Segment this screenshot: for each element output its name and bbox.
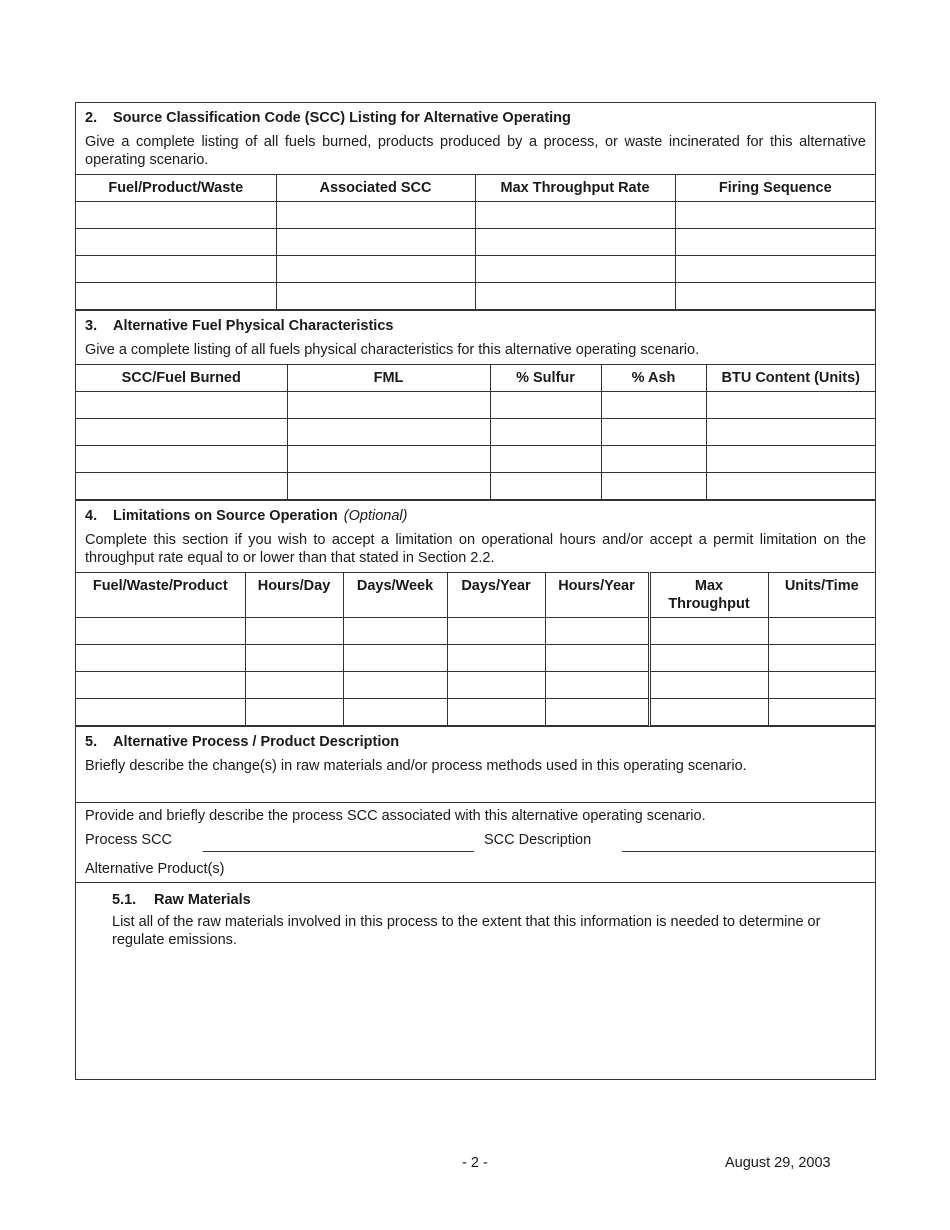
table-cell[interactable] bbox=[675, 283, 875, 310]
optional-note: (Optional) bbox=[343, 508, 408, 524]
table-cell[interactable] bbox=[545, 645, 649, 672]
col-firing-sequence: Firing Sequence bbox=[675, 175, 875, 202]
table-cell[interactable] bbox=[601, 392, 706, 419]
table-cell[interactable] bbox=[447, 672, 545, 699]
raw-materials-number: 5.1. bbox=[112, 892, 137, 908]
col-hours-day: Hours/Day bbox=[245, 573, 343, 618]
table-cell[interactable] bbox=[768, 618, 875, 645]
table-cell[interactable] bbox=[649, 618, 768, 645]
table-row bbox=[76, 699, 875, 726]
table-cell[interactable] bbox=[76, 699, 245, 726]
process-scc-label: Process SCC bbox=[85, 832, 173, 848]
table-cell[interactable] bbox=[76, 392, 287, 419]
col-sulfur: % Sulfur bbox=[490, 365, 601, 392]
section-5-number: 5. bbox=[85, 734, 98, 750]
table-cell[interactable] bbox=[675, 256, 875, 283]
col-max-throughput: Max Throughput bbox=[649, 573, 768, 618]
table-cell[interactable] bbox=[706, 392, 875, 419]
raw-materials-title bbox=[112, 887, 866, 913]
table-cell[interactable] bbox=[276, 229, 475, 256]
table-cell[interactable] bbox=[490, 446, 601, 473]
table-cell[interactable] bbox=[76, 202, 276, 229]
table-cell[interactable] bbox=[76, 256, 276, 283]
col-fuel-product-waste: Fuel/Product/Waste bbox=[76, 175, 276, 202]
col-max-throughput-rate: Max Throughput Rate bbox=[475, 175, 675, 202]
col-units-time: Units/Time bbox=[768, 573, 875, 618]
table-cell[interactable] bbox=[601, 473, 706, 500]
table-cell[interactable] bbox=[76, 283, 276, 310]
table-cell[interactable] bbox=[276, 202, 475, 229]
table-row bbox=[76, 672, 875, 699]
raw-materials-title-text: Raw Materials bbox=[154, 892, 251, 908]
col-fml: FML bbox=[287, 365, 490, 392]
section-4-title-text: Limitations on Source Operation bbox=[113, 508, 338, 524]
table-cell[interactable] bbox=[245, 672, 343, 699]
table-cell[interactable] bbox=[475, 256, 675, 283]
table-cell[interactable] bbox=[649, 645, 768, 672]
raw-materials-section bbox=[76, 882, 875, 1079]
section-2-number: 2. bbox=[85, 110, 98, 126]
section-5-title bbox=[76, 726, 875, 755]
table-cell[interactable] bbox=[490, 419, 601, 446]
table-cell[interactable] bbox=[245, 618, 343, 645]
section-4-number: 4. bbox=[85, 508, 98, 524]
table-cell[interactable] bbox=[601, 419, 706, 446]
table-cell[interactable] bbox=[706, 419, 875, 446]
table-cell[interactable] bbox=[490, 392, 601, 419]
table-cell[interactable] bbox=[343, 645, 447, 672]
table-row bbox=[76, 392, 875, 419]
table-cell[interactable] bbox=[76, 446, 287, 473]
table-cell[interactable] bbox=[490, 473, 601, 500]
alt-products-label[interactable]: Alternative Product(s) bbox=[85, 861, 225, 877]
scc-prompt: Provide and briefly describe the process SCC associated with this alternative operating scenario. bbox=[85, 808, 706, 824]
section-3-title-text: Alternative Fuel Physical Characteristics bbox=[113, 318, 394, 334]
table-cell[interactable] bbox=[768, 645, 875, 672]
table-cell[interactable] bbox=[601, 446, 706, 473]
col-hours-year: Hours/Year bbox=[545, 573, 649, 618]
section-2-description: Give a complete listing of all fuels burned, products produced by a process, or waste incinerated for this alternative operating scenario. bbox=[85, 134, 866, 168]
table-row bbox=[76, 473, 875, 500]
table-cell[interactable] bbox=[675, 202, 875, 229]
col-ash: % Ash bbox=[601, 365, 706, 392]
table-cell[interactable] bbox=[475, 229, 675, 256]
section-4-title bbox=[76, 500, 875, 529]
table-header-row bbox=[76, 365, 875, 392]
table-cell[interactable] bbox=[76, 618, 245, 645]
page-number: - 2 - bbox=[462, 1155, 488, 1171]
table-header-row bbox=[76, 175, 875, 202]
scc-description-input[interactable] bbox=[622, 851, 875, 852]
table-cell[interactable] bbox=[276, 256, 475, 283]
process-scc-input[interactable] bbox=[203, 851, 474, 852]
table-cell[interactable] bbox=[76, 672, 245, 699]
table-cell[interactable] bbox=[287, 473, 490, 500]
table-cell[interactable] bbox=[649, 672, 768, 699]
table-row bbox=[76, 256, 875, 283]
table-cell[interactable] bbox=[675, 229, 875, 256]
table-row bbox=[76, 618, 875, 645]
col-fuel-waste-product: Fuel/Waste/Product bbox=[76, 573, 245, 618]
process-scc-block bbox=[76, 802, 875, 855]
section-5-description[interactable]: Briefly describe the change(s) in raw materials and/or process methods used in this operating scenario. bbox=[85, 758, 747, 774]
alternative-operating-form bbox=[75, 102, 876, 1080]
table-cell[interactable] bbox=[245, 645, 343, 672]
section-3-title bbox=[76, 310, 875, 339]
table-cell[interactable] bbox=[475, 202, 675, 229]
table-row bbox=[76, 645, 875, 672]
section-2-title bbox=[76, 103, 875, 131]
col-days-week: Days/Week bbox=[343, 573, 447, 618]
table-cell[interactable] bbox=[287, 446, 490, 473]
section-3-number: 3. bbox=[85, 318, 98, 334]
process-scc-row bbox=[76, 827, 875, 855]
table-row bbox=[76, 283, 875, 310]
table-cell[interactable] bbox=[76, 473, 287, 500]
table-cell[interactable] bbox=[343, 699, 447, 726]
table-cell[interactable] bbox=[76, 229, 276, 256]
table-cell[interactable] bbox=[447, 699, 545, 726]
section-3-description: Give a complete listing of all fuels physical characteristics for this alternative operating scenario. bbox=[85, 342, 700, 358]
section-2-title-text: Source Classification Code (SCC) Listing for Alternative Operating bbox=[113, 110, 571, 126]
fuel-characteristics-table bbox=[76, 364, 875, 500]
col-associated-scc: Associated SCC bbox=[276, 175, 475, 202]
table-row bbox=[76, 446, 875, 473]
table-cell[interactable] bbox=[245, 699, 343, 726]
scc-description-label: SCC Description bbox=[484, 832, 592, 848]
table-row bbox=[76, 419, 875, 446]
section-4-description: Complete this section if you wish to accept a limitation on operational hours and/or accept a permit limitation on the throughput rate equal to or lower than that stated in Section 2.2. bbox=[85, 532, 866, 566]
table-cell[interactable] bbox=[545, 618, 649, 645]
table-cell[interactable] bbox=[447, 618, 545, 645]
table-cell[interactable] bbox=[76, 419, 287, 446]
col-btu-content: BTU Content (Units) bbox=[706, 365, 875, 392]
col-days-year: Days/Year bbox=[447, 573, 545, 618]
table-cell[interactable] bbox=[76, 645, 245, 672]
scc-listing-table bbox=[76, 174, 875, 310]
table-cell[interactable] bbox=[343, 618, 447, 645]
table-cell[interactable] bbox=[276, 283, 475, 310]
table-cell[interactable] bbox=[545, 672, 649, 699]
table-cell[interactable] bbox=[287, 419, 490, 446]
table-cell[interactable] bbox=[706, 446, 875, 473]
table-cell[interactable] bbox=[706, 473, 875, 500]
table-header-row bbox=[76, 573, 875, 618]
table-cell[interactable] bbox=[447, 645, 545, 672]
table-cell[interactable] bbox=[545, 699, 649, 726]
table-cell[interactable] bbox=[768, 699, 875, 726]
col-scc-fuel-burned: SCC/Fuel Burned bbox=[76, 365, 287, 392]
table-row bbox=[76, 229, 875, 256]
table-cell[interactable] bbox=[287, 392, 490, 419]
table-cell[interactable] bbox=[343, 672, 447, 699]
raw-materials-description[interactable]: List all of the raw materials involved in this process to the extent that this information is needed to determine or regulate emissions. bbox=[112, 914, 821, 948]
section-5-title-text: Alternative Process / Product Description bbox=[113, 734, 400, 750]
table-cell[interactable] bbox=[475, 283, 675, 310]
table-row bbox=[76, 202, 875, 229]
table-cell[interactable] bbox=[649, 699, 768, 726]
table-cell[interactable] bbox=[768, 672, 875, 699]
document-date: August 29, 2003 bbox=[725, 1155, 831, 1171]
operation-limits-table bbox=[76, 572, 875, 726]
